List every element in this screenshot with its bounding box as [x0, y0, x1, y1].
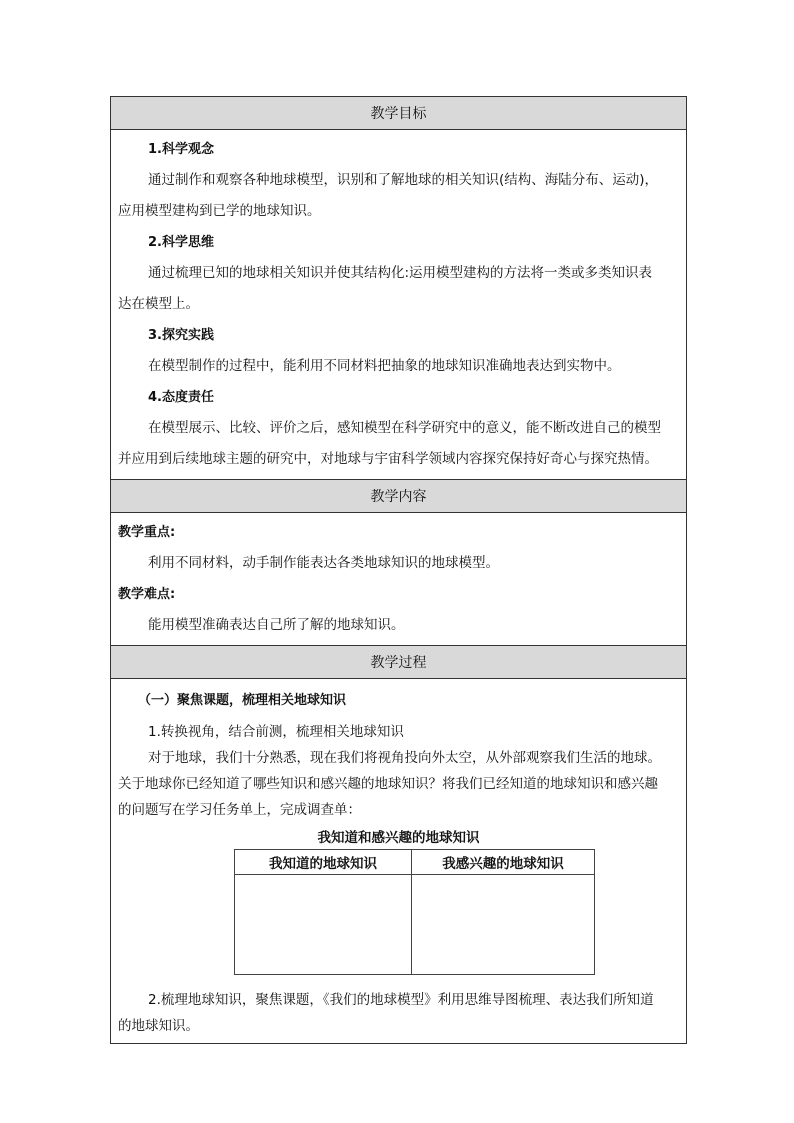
key-point-label: 教学重点:	[118, 525, 176, 540]
table-row	[235, 850, 595, 875]
objective-text: 在模型制作的过程中，能利用不同材料把抽象的地球知识准确地表达到实物中。	[148, 358, 621, 374]
step-subheading: 2.梳理地球知识，聚焦课题，《我们的地球模型》利用思维导图梳理、表达我们所知道	[148, 992, 654, 1008]
paragraph-line: 的问题写在学习任务单上，完成调查单：	[118, 802, 361, 818]
difficulty-label: 教学难点:	[118, 587, 176, 602]
content-section	[111, 513, 686, 646]
survey-table	[234, 849, 595, 975]
objective-text: 在模型展示、比较、评价之后，感知模型在科学研究中的意义，能不断改进自己的模型	[148, 420, 661, 436]
table-row	[235, 875, 595, 975]
objective-text: 达在模型上。	[118, 296, 199, 312]
objectives-section	[111, 130, 686, 480]
step-title: （一）聚焦课题，梳理相关地球知识	[138, 693, 347, 708]
paragraph-line: 对于地球，我们十分熟悉，现在我们将视角投向外太空，从外部观察我们生活的地球。	[148, 750, 661, 766]
objectives-header: 教学目标	[111, 97, 686, 130]
key-point-text: 利用不同材料，动手制作能表达各类地球知识的地球模型。	[148, 555, 499, 571]
objective-title: 4.态度责任	[148, 390, 214, 405]
difficulty-text: 能用模型准确表达自己所了解的地球知识。	[148, 617, 405, 633]
table-cell-interested[interactable]	[412, 875, 595, 975]
process-section	[111, 679, 686, 1043]
objective-text: 通过制作和观察各种地球模型，识别和了解地球的相关知识(结构、海陆分布、运动)，	[148, 172, 659, 188]
survey-table-title: 我知道和感兴趣的地球知识	[317, 830, 480, 846]
paragraph-line: 关于地球你已经知道了哪些知识和感兴趣的地球知识？将我们已经知道的地球知识和感兴趣	[118, 776, 658, 792]
process-header: 教学过程	[111, 646, 686, 679]
objective-text: 应用模型建构到已学的地球知识。	[118, 203, 321, 219]
paragraph-line: 的地球知识。	[118, 1018, 199, 1034]
objective-text: 通过梳理已知的地球相关知识并使其结构化:运用模型建构的方法将一类或多类知识表	[148, 265, 653, 281]
objective-title: 2.科学思维	[148, 235, 214, 250]
objective-text: 并应用到后续地球主题的研究中，对地球与宇宙科学领域内容探究保持好奇心与探究热情。	[118, 451, 658, 467]
table-cell-known[interactable]	[235, 875, 412, 975]
objective-title: 1.科学观念	[148, 142, 214, 157]
lesson-plan-table	[110, 96, 687, 1044]
objective-title: 3.探究实践	[148, 328, 214, 343]
content-header: 教学内容	[111, 480, 686, 513]
table-header-known: 我知道的地球知识	[235, 850, 412, 875]
step-subheading: 1.转换视角，结合前测，梳理相关地球知识	[148, 724, 404, 740]
table-header-interested: 我感兴趣的地球知识	[412, 850, 595, 875]
